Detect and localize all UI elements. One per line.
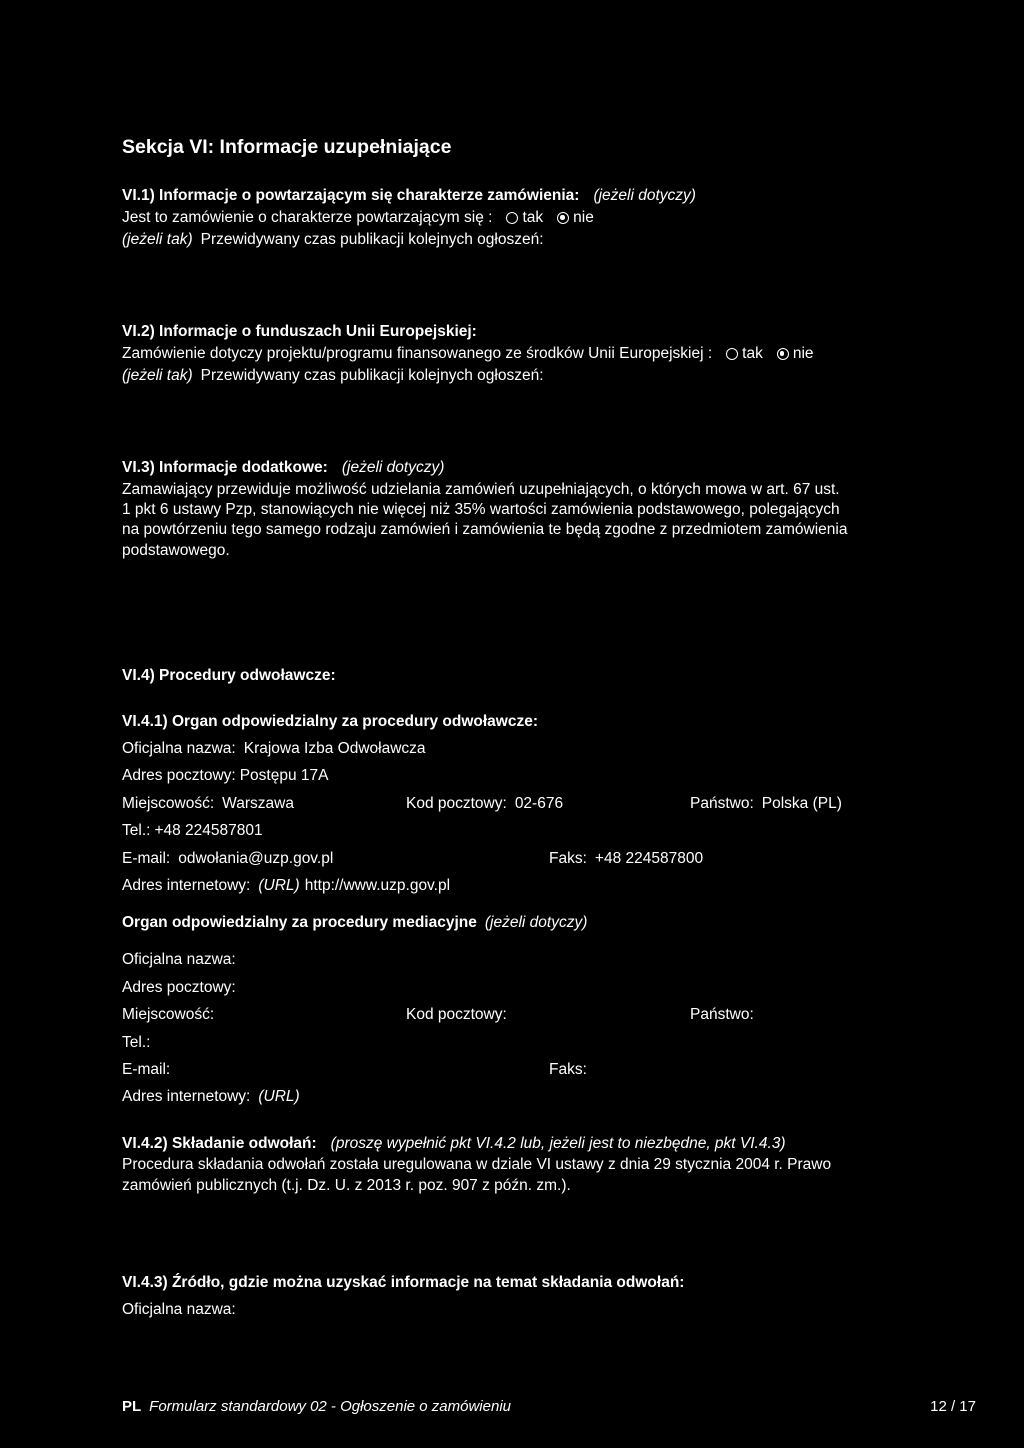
vi4-heading: VI.4) Procedury odwoławcze: — [122, 667, 336, 684]
vi41-email-label: E-mail: — [122, 850, 171, 867]
footer-lang: PL — [122, 1398, 142, 1415]
vi2-ifyes-line — [122, 366, 544, 385]
vi41-postal-line — [406, 794, 563, 813]
vi41-email-value[interactable]: odwołania@uzp.gov.pl — [178, 850, 334, 867]
vi41-tel-line — [122, 821, 263, 840]
vi41-city-label: Miejscowość: — [122, 795, 215, 812]
vi41-email-line — [122, 849, 333, 868]
vi1-heading-line — [122, 186, 696, 205]
mediation-name-label: Oficjalna nazwa: — [122, 951, 236, 968]
vi1-heading: VI.1) Informacje o powtarzającym się charakterze zamówienia: — [122, 187, 580, 204]
vi3-text-line-1: Zamawiający przewiduje możliwość udzielania zamówień uzupełniających, o których mowa w art. 67 ust. — [122, 481, 840, 498]
vi41-country-line — [690, 794, 842, 813]
footer-page-number: 12 / 17 — [930, 1398, 976, 1415]
mediation-postal-label: Kod pocztowy: — [406, 1006, 507, 1023]
vi41-name-label: Oficjalna nazwa: — [122, 740, 236, 757]
vi3-heading: VI.3) Informacje dodatkowe: — [122, 459, 328, 476]
mediation-country-label: Państwo: — [690, 1006, 754, 1023]
vi1-ifyes: (jeżeli tak) — [122, 231, 193, 248]
vi2-opt-no: nie — [792, 345, 814, 362]
vi42-heading-line — [122, 1134, 786, 1153]
mediation-www-label: Adres internetowy: — [122, 1088, 251, 1105]
vi2-question: Zamówienie dotyczy projektu/programu finansowanego ze środków Unii Europejskiej : — [122, 345, 713, 362]
vi41-www-line — [122, 876, 450, 895]
section-title: Sekcja VI: Informacje uzupełniające — [122, 136, 452, 158]
vi3-text-line-4: podstawowego. — [122, 542, 230, 559]
mediation-www-note: (URL) — [258, 1088, 300, 1105]
vi1-radio-yes[interactable] — [506, 212, 518, 224]
vi1-question: Jest to zamówienie o charakterze powtarzającym się : — [122, 209, 493, 226]
vi1-ifyes-text: Przewidywany czas publikacji kolejnych ogłoszeń: — [200, 231, 544, 248]
vi41-fax-label: Faks: — [549, 850, 587, 867]
vi41-name-value: Krajowa Izba Odwoławcza — [243, 740, 426, 757]
vi41-country-value: Polska (PL) — [761, 795, 842, 812]
mediation-address-label: Adres pocztowy: — [122, 979, 236, 996]
footer-line — [122, 1397, 511, 1416]
vi41-www-note: (URL) — [258, 877, 300, 894]
vi41-heading: VI.4.1) Organ odpowiedzialny za procedury odwoławcze: — [122, 713, 538, 730]
vi1-note: (jeżeli dotyczy) — [593, 187, 696, 204]
vi1-radio-no[interactable] — [557, 212, 569, 224]
vi1-opt-yes: tak — [522, 209, 544, 226]
vi3-text-line-2: 1 pkt 6 ustawy Pzp, stanowiących nie więcej niż 35% wartości zamówienia podstawowego, polegających — [122, 501, 840, 518]
vi43-name-label: Oficjalna nazwa: — [122, 1301, 236, 1318]
mediation-heading: Organ odpowiedzialny za procedury mediacyjne — [122, 914, 477, 931]
vi3-text-line-3: na powtórzeniu tego samego rodzaju zamówień i zamówienia te będą zgodne z przedmiotem zamówienia — [122, 521, 848, 538]
vi41-address-value: Postępu 17A — [239, 767, 329, 784]
vi41-postal-label: Kod pocztowy: — [406, 795, 507, 812]
mediation-heading-line — [122, 913, 587, 932]
vi3-heading-line — [122, 458, 444, 477]
vi41-country-label: Państwo: — [690, 795, 754, 812]
vi41-tel-value: +48 224587801 — [154, 822, 263, 839]
vi2-ifyes-text: Przewidywany czas publikacji kolejnych ogłoszeń: — [200, 367, 544, 384]
vi3-note: (jeżeli dotyczy) — [341, 459, 445, 476]
vi43-heading: VI.4.3) Źródło, gdzie można uzyskać informacje na temat składania odwołań: — [122, 1274, 685, 1291]
vi41-www-label: Adres internetowy: — [122, 877, 251, 894]
vi41-name-line — [122, 739, 426, 758]
vi2-opt-yes: tak — [742, 345, 763, 362]
vi41-address-label: Adres pocztowy: — [122, 767, 236, 784]
mediation-fax-label: Faks: — [549, 1061, 587, 1078]
vi41-city-line — [122, 794, 294, 813]
vi1-ifyes-line — [122, 230, 544, 249]
vi41-postal-value: 02-676 — [514, 795, 564, 812]
mediation-www-line — [122, 1087, 300, 1106]
vi42-text-line-1: Procedura składania odwołań została uregulowana w dziale VI ustawy z dnia 29 stycznia 2004 r. Prawo — [122, 1156, 832, 1173]
vi41-fax-value: +48 224587800 — [594, 850, 704, 867]
vi2-radio-no[interactable] — [777, 348, 789, 360]
vi1-question-line — [122, 208, 594, 227]
vi41-fax-line — [549, 849, 703, 868]
vi1-opt-no: nie — [573, 209, 594, 226]
vi2-radio-yes[interactable] — [726, 348, 738, 360]
mediation-city-label: Miejscowość: — [122, 1006, 215, 1023]
footer-form: Formularz standardowy 02 - Ogłoszenie o zamówieniu — [149, 1398, 512, 1415]
vi42-text-line-2: zamówień publicznych (t.j. Dz. U. z 2013 r. poz. 907 z późn. zm.). — [122, 1177, 571, 1194]
mediation-note: (jeżeli dotyczy) — [484, 914, 588, 931]
vi2-question-line — [122, 344, 814, 363]
vi42-note: (proszę wypełnić pkt VI.4.2 lub, jeżeli jest to niezbędne, pkt VI.4.3) — [330, 1135, 786, 1152]
vi41-address-line — [122, 766, 328, 785]
mediation-tel-label: Tel.: — [122, 1034, 151, 1051]
vi41-tel-label: Tel.: — [122, 822, 151, 839]
vi41-city-value: Warszawa — [222, 795, 294, 812]
mediation-email-label: E-mail: — [122, 1061, 171, 1078]
vi2-heading: VI.2) Informacje o funduszach Unii Europejskiej: — [122, 323, 477, 340]
vi2-ifyes: (jeżeli tak) — [122, 367, 193, 384]
vi42-heading: VI.4.2) Składanie odwołań: — [122, 1135, 317, 1152]
vi41-www-link[interactable]: http://www.uzp.gov.pl — [304, 877, 451, 894]
